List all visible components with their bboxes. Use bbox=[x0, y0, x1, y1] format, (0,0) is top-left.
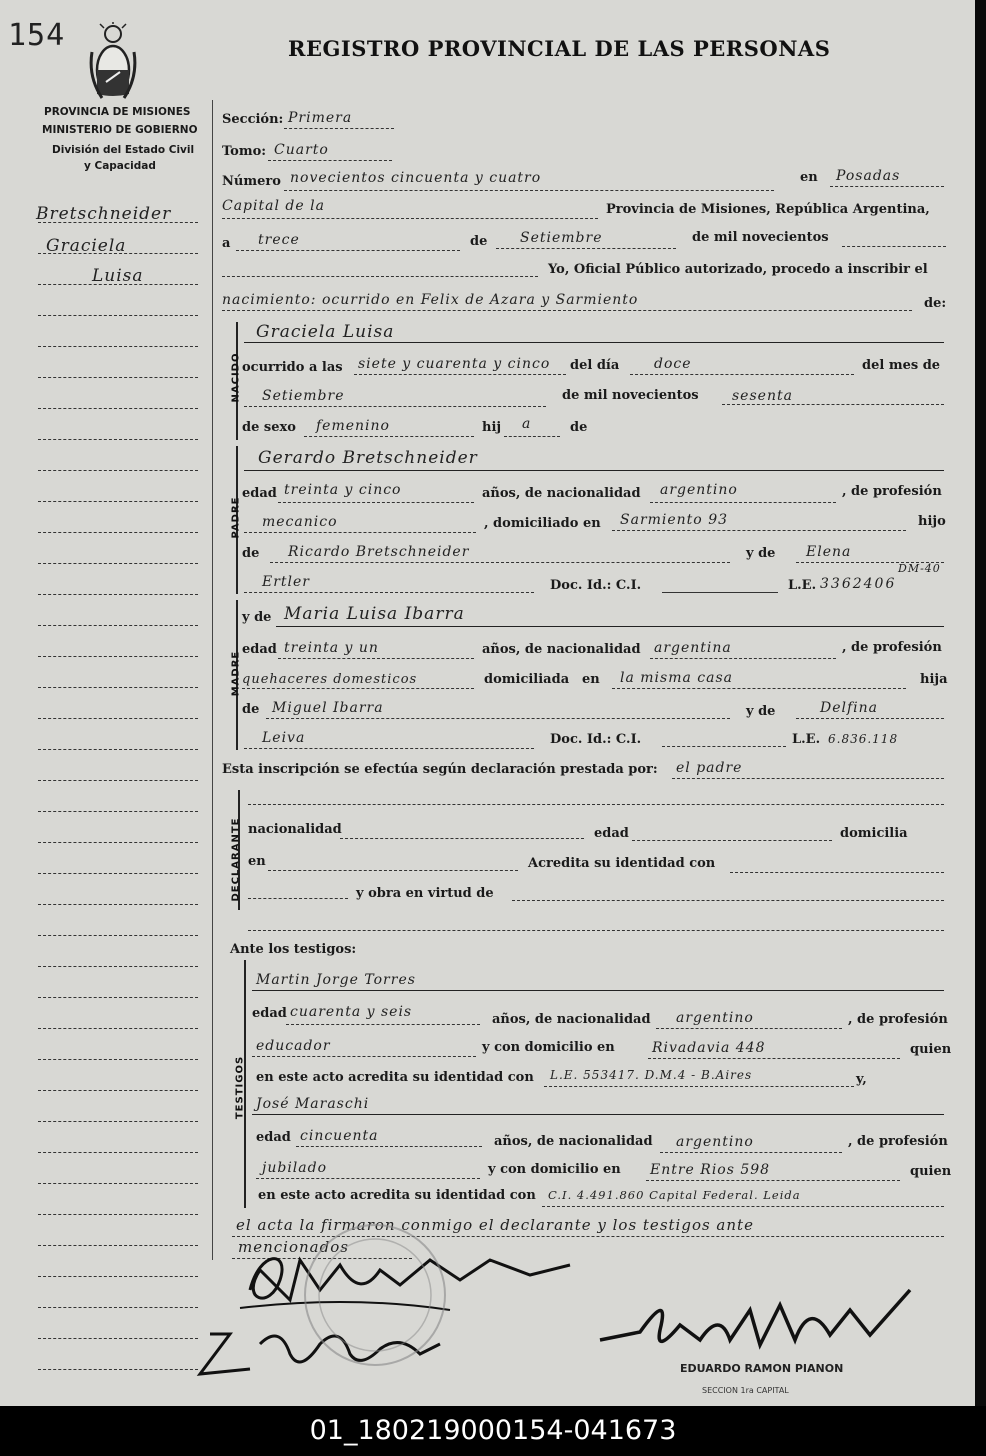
madre-le-label: L.E. bbox=[792, 732, 821, 747]
t1-y-label: y, bbox=[856, 1072, 867, 1087]
margin-rule bbox=[38, 966, 198, 967]
mes-value: Setiembre bbox=[520, 230, 603, 246]
hij-value: a bbox=[522, 416, 532, 432]
t1-prof-label: , de profesión bbox=[848, 1012, 948, 1027]
anio-nac-value: sesenta bbox=[732, 388, 793, 404]
margin-rule bbox=[38, 563, 198, 564]
madre-dom-value: la misma casa bbox=[620, 670, 734, 686]
declarante-value: el padre bbox=[676, 760, 743, 776]
decl-edad-label: edad bbox=[594, 826, 629, 841]
en-value: Posadas bbox=[836, 168, 901, 184]
padre-doc-label: Doc. Id.: C.I. bbox=[550, 578, 642, 593]
padre-yde-label: y de bbox=[746, 546, 776, 561]
margin-rule bbox=[38, 904, 198, 905]
margin-rule bbox=[38, 222, 198, 223]
t2-dom-label: y con domicilio en bbox=[488, 1162, 621, 1177]
margin-rule bbox=[38, 532, 198, 533]
padre-nac-value: argentino bbox=[660, 482, 738, 498]
padre-edad-value: treinta y cinco bbox=[284, 482, 402, 498]
madre-nac-value: argentina bbox=[654, 640, 732, 656]
t1-dom-value: Rivadavia 448 bbox=[652, 1040, 766, 1056]
madre-doc-label: Doc. Id.: C.I. bbox=[550, 732, 642, 747]
office-line-4: y Capacidad bbox=[84, 160, 156, 172]
t2-nac-label: años, de nacionalidad bbox=[494, 1134, 653, 1149]
margin-rule bbox=[38, 997, 198, 998]
testigos-label: TESTIGOS bbox=[234, 1055, 246, 1120]
t1-nac-label: años, de nacionalidad bbox=[492, 1012, 651, 1027]
padre-le-value: 3362406 bbox=[820, 576, 897, 592]
margin-rule bbox=[38, 377, 198, 378]
t2-prof-value: jubilado bbox=[262, 1160, 328, 1176]
t2-quien-label: quien bbox=[910, 1164, 952, 1179]
margin-rule bbox=[38, 501, 198, 502]
domiciliada-label: domiciliada bbox=[484, 672, 570, 687]
margin-rule bbox=[38, 1338, 198, 1339]
seccion-value: Primera bbox=[288, 110, 353, 126]
madre-label: MADRE bbox=[230, 650, 242, 697]
margin-name-2: Luisa bbox=[92, 266, 144, 286]
margin-rule bbox=[38, 346, 198, 347]
seal-stamp bbox=[290, 1220, 460, 1370]
margin-rule bbox=[38, 253, 198, 254]
madre-nac-label: años, de nacionalidad bbox=[482, 642, 641, 657]
domiciliado-label: , domiciliado en bbox=[484, 516, 601, 531]
margin-name-1: Graciela bbox=[46, 236, 127, 256]
madre-value: Maria Luisa Ibarra bbox=[284, 604, 465, 624]
margin-rule bbox=[38, 1028, 198, 1029]
t1-dom-label: y con domicilio en bbox=[482, 1040, 615, 1055]
del-dia-label: del día bbox=[570, 358, 620, 373]
ocurrido-label: ocurrido a las bbox=[242, 360, 343, 375]
numero-label: Número bbox=[222, 174, 281, 189]
margin-rule bbox=[38, 594, 198, 595]
acredita-label: Acredita su identidad con bbox=[528, 856, 716, 871]
de-colon-label: de: bbox=[924, 296, 947, 311]
stamp-sub: SECCION 1ra CAPITAL bbox=[702, 1386, 789, 1395]
decl-domicilia-label: domicilia bbox=[840, 826, 908, 841]
t1-quien-label: quien bbox=[910, 1042, 952, 1057]
scan-edge bbox=[975, 0, 986, 1406]
mil-novecientos-label: de mil novecientos bbox=[692, 230, 829, 245]
t1-id-value: L.E. 553417. D.M.4 - B.Aires bbox=[550, 1068, 753, 1082]
t1-prof-value: educador bbox=[256, 1038, 331, 1054]
en-label: en bbox=[800, 170, 818, 185]
padre-de-label: de bbox=[242, 546, 260, 561]
office-line-3: División del Estado Civil bbox=[52, 144, 195, 156]
provincia-label: Provincia de Misiones, República Argentina, bbox=[606, 202, 930, 217]
madre-yde-top-label: y de bbox=[242, 610, 272, 625]
page-number: 154 bbox=[8, 18, 66, 53]
madre-de-label: de bbox=[242, 702, 260, 717]
t1-edad-value: cuarenta y seis bbox=[290, 1004, 413, 1020]
margin-rule bbox=[38, 749, 198, 750]
sexo-label: de sexo bbox=[242, 420, 296, 435]
dia-value: trece bbox=[258, 232, 300, 248]
seccion-label: Sección: bbox=[222, 112, 284, 127]
sexo-value: femenino bbox=[316, 418, 390, 434]
decl-nacionalidad-label: nacionalidad bbox=[248, 822, 342, 837]
a-label: a bbox=[222, 236, 231, 251]
abuela-m2-value: Leiva bbox=[262, 730, 306, 746]
t1-acto-label: en este acto acredita su identidad con bbox=[256, 1070, 534, 1085]
margin-rule bbox=[38, 1307, 198, 1308]
madre-en-label: en bbox=[582, 672, 600, 687]
t2-nac-value: argentino bbox=[676, 1134, 754, 1150]
margin-rule bbox=[38, 625, 198, 626]
nacido-label: NACIDO bbox=[230, 352, 242, 403]
stamp-name: EDUARDO RAMON PIANON bbox=[680, 1362, 844, 1375]
nombre-value: Graciela Luisa bbox=[256, 322, 395, 342]
oficial-label: Yo, Oficial Público autorizado, procedo a inscribir el bbox=[548, 262, 928, 277]
t2-prof-label: , de profesión bbox=[848, 1134, 948, 1149]
abuelo-value: Ricardo Bretschneider bbox=[288, 544, 470, 560]
margin-rule bbox=[38, 842, 198, 843]
acto-value: nacimiento: ocurrido en Felix de Azara y Sarmiento bbox=[222, 292, 639, 308]
de-mil-label: de mil novecientos bbox=[562, 388, 699, 403]
margin-rule bbox=[38, 408, 198, 409]
t1-edad-label: edad bbox=[252, 1006, 287, 1021]
t2-dom-value: Entre Rios 598 bbox=[650, 1162, 771, 1178]
declarante-label: DECLARANTE bbox=[230, 817, 242, 902]
padre-nac-label: años, de nacionalidad bbox=[482, 486, 641, 501]
margin-rule bbox=[38, 1369, 198, 1370]
testigo1-value: Martin Jorge Torres bbox=[256, 972, 416, 988]
margin-rule bbox=[38, 1121, 198, 1122]
margin-rule bbox=[38, 1214, 198, 1215]
footer-id: 01_180219000154-041673 bbox=[0, 1406, 986, 1456]
padre-prof-label: , de profesión bbox=[842, 484, 942, 499]
margin-rule bbox=[38, 470, 198, 471]
del-mes-label: del mes de bbox=[862, 358, 941, 373]
t1-nac-value: argentino bbox=[676, 1010, 754, 1026]
margin-rule bbox=[38, 811, 198, 812]
margin-rule bbox=[38, 1152, 198, 1153]
madre-edad-value: treinta y un bbox=[284, 640, 379, 656]
padre-label: PADRE bbox=[230, 496, 242, 539]
numero-value: novecientos cincuenta y cuatro bbox=[290, 170, 542, 186]
hijo-label: hijo bbox=[918, 514, 946, 529]
margin-rule bbox=[38, 1059, 198, 1060]
padre-le-label: L.E. bbox=[788, 578, 817, 593]
padre-dom-value: Sarmiento 93 bbox=[620, 512, 729, 528]
testigo2-value: José Maraschi bbox=[256, 1096, 370, 1112]
margin-rule bbox=[38, 780, 198, 781]
padre-value: Gerardo Bretschneider bbox=[258, 448, 478, 468]
hora-value: siete y cuarenta y cinco bbox=[358, 356, 551, 372]
de-label-2: de bbox=[570, 420, 588, 435]
inscripcion-label: Esta inscripción se efectúa según declaración prestada por: bbox=[222, 762, 658, 777]
tomo-label: Tomo: bbox=[222, 144, 267, 159]
t2-edad-label: edad bbox=[256, 1130, 291, 1145]
margin-rule bbox=[38, 284, 198, 285]
hij-label: hij bbox=[482, 420, 502, 435]
t2-edad-value: cincuenta bbox=[300, 1128, 379, 1144]
madre-prof-label: , de profesión bbox=[842, 640, 942, 655]
margin-rule bbox=[38, 315, 198, 316]
coat-of-arms-icon bbox=[88, 22, 138, 106]
margin-rule bbox=[38, 656, 198, 657]
margin-rule bbox=[38, 439, 198, 440]
madre-yde-label: y de bbox=[746, 704, 776, 719]
madre-edad-label: edad bbox=[242, 642, 277, 657]
madre-prof-value: quehaceres domesticos bbox=[242, 672, 418, 687]
abuelo-m-value: Miguel Ibarra bbox=[272, 700, 384, 716]
margin-rule bbox=[38, 873, 198, 874]
cierre2-value: mencionados bbox=[238, 1238, 349, 1256]
obra-label: y obra en virtud de bbox=[356, 886, 494, 901]
t2-acto-label: en este acto acredita su identidad con bbox=[258, 1188, 536, 1203]
margin-rule bbox=[38, 1276, 198, 1277]
signature-oficial bbox=[580, 1270, 920, 1370]
mes-nac-value: Setiembre bbox=[262, 388, 345, 404]
abuela-value: Elena bbox=[806, 544, 852, 560]
margin-surname: Bretschneider bbox=[36, 204, 172, 224]
office-line-2: MINISTERIO DE GOBIERNO bbox=[42, 124, 198, 136]
capital-value: Capital de la bbox=[222, 198, 325, 214]
t2-id-value: C.I. 4.491.860 Capital Federal. Leida bbox=[548, 1188, 801, 1202]
abuela-m-value: Delfina bbox=[820, 700, 879, 716]
cierre-value: el acta la firmaron conmigo el declarante y los testigos ante bbox=[236, 1216, 754, 1234]
office-line-1: PROVINCIA DE MISIONES bbox=[44, 106, 191, 118]
padre-edad-label: edad bbox=[242, 486, 277, 501]
decl-en-label: en bbox=[248, 854, 266, 869]
margin-rule bbox=[38, 718, 198, 719]
margin-rule bbox=[38, 1183, 198, 1184]
dia-nac-value: doce bbox=[654, 356, 692, 372]
margin-rule bbox=[38, 1090, 198, 1091]
hija-label: hija bbox=[920, 672, 948, 687]
padre-prof-value: mecanico bbox=[262, 514, 338, 530]
abuela2-value: Ertler bbox=[262, 574, 310, 590]
padre-le-note: DM-40 bbox=[898, 562, 941, 575]
margin-rule bbox=[38, 1245, 198, 1246]
de-label: de bbox=[470, 234, 488, 249]
madre-le-value: 6.836.118 bbox=[828, 732, 899, 746]
margin-rule bbox=[38, 935, 198, 936]
testigos-intro-label: Ante los testigos: bbox=[230, 942, 357, 957]
document-title: REGISTRO PROVINCIAL DE LAS PERSONAS bbox=[288, 36, 831, 61]
margin-rule bbox=[38, 687, 198, 688]
tomo-value: Cuarto bbox=[274, 142, 329, 158]
